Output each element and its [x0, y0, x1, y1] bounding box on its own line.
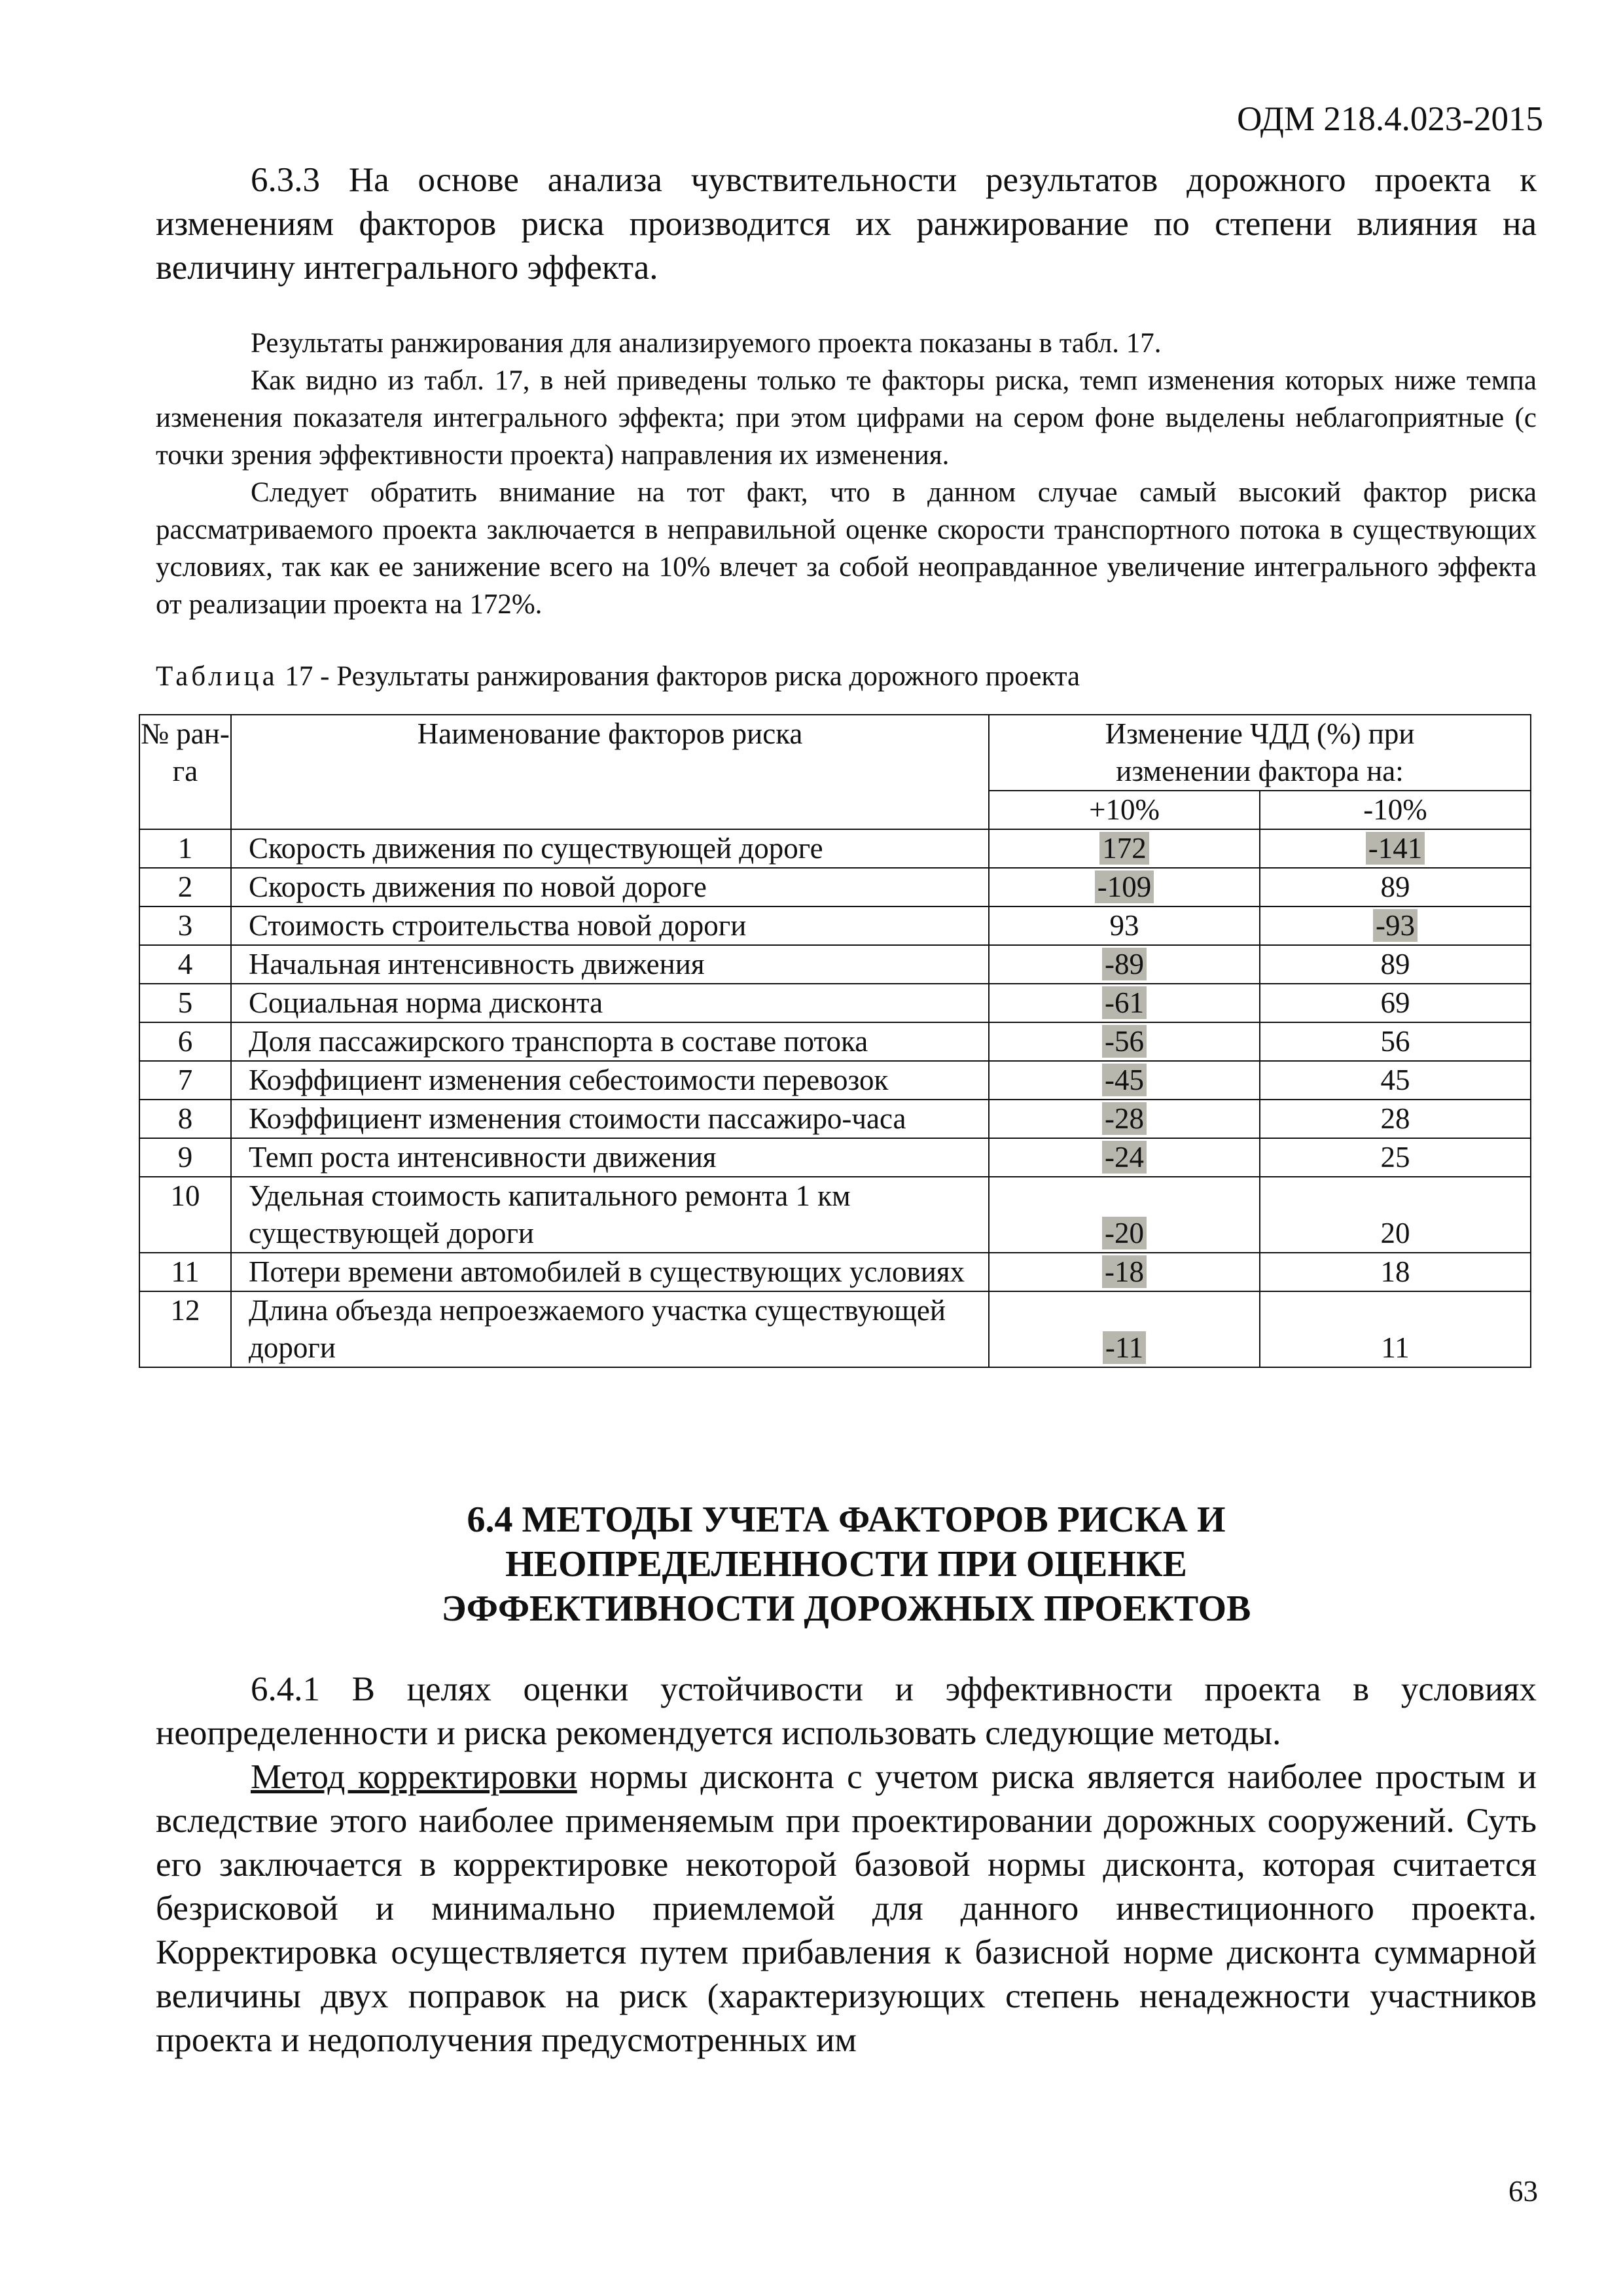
rank-cell: 11	[139, 1253, 231, 1291]
rank-cell: 5	[139, 984, 231, 1022]
paragraph-6-3-3: 6.3.3 На основе анализа чувствительности результатов дорожного проекта к изменениям факторов риска производится их ранжирование по степени влияния на величину интегрального эффекта.	[156, 161, 1537, 287]
table-row	[139, 1177, 1531, 1253]
plus-10-value: -18	[1102, 1255, 1147, 1288]
plus-10-cell	[989, 945, 1260, 984]
method-term: Метод корректировки	[251, 1758, 577, 1796]
factor-name-cell: Коэффициент изменения себестоимости перевозок	[231, 1061, 989, 1100]
plus-10-value: -56	[1102, 1025, 1147, 1058]
header-factor-name: Наименование факторов риска	[231, 715, 989, 829]
rank-cell: 4	[139, 945, 231, 984]
plus-10-value: -20	[1102, 1217, 1147, 1249]
paragraph-table-note: Как видно из табл. 17, в ней приведены только те факторы риска, темп изменения которых ниже темпа изменения показателя интегрального эффекта; при этом цифрами на сером фоне выделены неблагоприятные (с точки зрения эффективности проекта) направления их изменения.	[156, 365, 1537, 471]
factor-name-cell: Темп роста интенсивности движения	[231, 1138, 989, 1177]
plus-10-value: -89	[1102, 948, 1147, 980]
table-caption-word: Таблица	[156, 661, 278, 692]
header-rank: № ран- га	[139, 715, 231, 829]
table-row	[139, 1100, 1531, 1138]
plus-10-value: -45	[1102, 1064, 1147, 1096]
table-row	[139, 868, 1531, 906]
factor-name-cell: Социальная норма дисконта	[231, 984, 989, 1022]
plus-10-cell	[989, 1253, 1260, 1291]
table-row	[139, 1061, 1531, 1100]
table-row	[139, 906, 1531, 945]
plus-10-cell	[989, 1100, 1260, 1138]
section-title-line-2: НЕОПРЕДЕЛЕННОСТИ ПРИ ОЦЕНКЕ	[505, 1544, 1187, 1585]
factor-name-cell: Потери времени автомобилей в существующих условиях	[231, 1253, 989, 1291]
risk-ranking-table	[139, 714, 1531, 1368]
minus-10-cell	[1260, 906, 1531, 945]
section-title-line-3: ЭФФЕКТИВНОСТИ ДОРОЖНЫХ ПРОЕКТОВ	[441, 1588, 1251, 1629]
paragraph-results: Результаты ранжирования для анализируемого проекта показаны в табл. 17.	[251, 328, 1162, 359]
paragraph-method	[156, 1755, 1537, 2062]
plus-10-cell	[989, 1061, 1260, 1100]
minus-10-value: 89	[1380, 870, 1410, 903]
factor-name-cell: Коэффициент изменения стоимости пассажиро-часа	[231, 1100, 989, 1138]
rank-cell: 6	[139, 1022, 231, 1061]
table-row	[139, 1022, 1531, 1061]
method-text: нормы дисконта с учетом риска является наиболее простым и вследствие этого наиболее применяемым при проектировании дорожных сооружений. Суть его заключается в корректировке некоторой базовой нормы дисконта, которая считается безрисковой и минимально приемлемой для данного инвестиционного проекта. Корректировка осуществляется путем прибавления к базисной норме дисконта суммарной величины двух поправок на риск (характеризующих степень ненадежности участников проекта и недополучения предусмотренных им	[156, 1758, 1537, 2059]
rank-cell: 8	[139, 1100, 231, 1138]
paragraph-6-4-1: 6.4.1 В целях оценки устойчивости и эффективности проекта в условиях неопределенности и риска рекомендуется использовать следующие методы.	[156, 1670, 1537, 1752]
rank-cell: 12	[139, 1291, 231, 1367]
minus-10-value: 28	[1380, 1102, 1410, 1135]
table-caption-text: 17 - Результаты ранжирования факторов риска дорожного проекта	[277, 661, 1080, 692]
risk-table-body	[139, 829, 1531, 1367]
plus-10-cell	[989, 906, 1260, 945]
table-row	[139, 1291, 1531, 1367]
plus-10-cell	[989, 868, 1260, 906]
header-npv-change: Изменение ЧДД (%) при изменении фактора на:	[989, 715, 1531, 791]
minus-10-cell	[1260, 1022, 1531, 1061]
minus-10-value: -93	[1373, 909, 1418, 942]
plus-10-cell	[989, 1291, 1260, 1367]
minus-10-value: -141	[1366, 832, 1425, 865]
minus-10-cell	[1260, 1253, 1531, 1291]
plus-10-cell	[989, 984, 1260, 1022]
plus-10-cell	[989, 1022, 1260, 1061]
rank-cell: 1	[139, 829, 231, 868]
header-minus-10: -10%	[1260, 791, 1531, 829]
minus-10-value: 69	[1380, 986, 1410, 1019]
factor-name-cell: Скорость движения по новой дороге	[231, 868, 989, 906]
minus-10-value: 20	[1380, 1217, 1410, 1249]
minus-10-value: 45	[1380, 1064, 1410, 1096]
section-title	[156, 1498, 1537, 1631]
plus-10-value: 172	[1099, 832, 1149, 865]
minus-10-cell	[1260, 1177, 1531, 1253]
minus-10-cell	[1260, 829, 1531, 868]
minus-10-cell	[1260, 1061, 1531, 1100]
plus-10-value: -24	[1102, 1141, 1147, 1174]
minus-10-cell	[1260, 868, 1531, 906]
plus-10-value: 93	[1109, 909, 1139, 942]
table-row	[139, 1253, 1531, 1291]
minus-10-value: 56	[1380, 1025, 1410, 1058]
plus-10-cell	[989, 1177, 1260, 1253]
document-code: ОДМ 218.4.023-2015	[1237, 100, 1543, 138]
minus-10-cell	[1260, 984, 1531, 1022]
section-title-line-1: 6.4 МЕТОДЫ УЧЕТА ФАКТОРОВ РИСКА И	[467, 1499, 1226, 1540]
minus-10-cell	[1260, 1138, 1531, 1177]
minus-10-cell	[1260, 1291, 1531, 1367]
rank-cell: 9	[139, 1138, 231, 1177]
rank-cell: 2	[139, 868, 231, 906]
plus-10-value: -61	[1102, 986, 1147, 1019]
plus-10-cell	[989, 1138, 1260, 1177]
table-row	[139, 829, 1531, 868]
factor-name-cell: Удельная стоимость капитального ремонта 1 км существующей дороги	[231, 1177, 989, 1253]
plus-10-value: -28	[1102, 1102, 1147, 1135]
factor-name-cell: Длина объезда непроезжаемого участка существующей дороги	[231, 1291, 989, 1367]
table-row	[139, 945, 1531, 984]
table-row	[139, 984, 1531, 1022]
factor-name-cell: Начальная интенсивность движения	[231, 945, 989, 984]
minus-10-cell	[1260, 945, 1531, 984]
minus-10-value: 18	[1380, 1255, 1410, 1288]
page-number: 63	[1508, 2175, 1538, 2208]
minus-10-value: 89	[1380, 948, 1410, 980]
factor-name-cell: Доля пассажирского транспорта в составе потока	[231, 1022, 989, 1061]
minus-10-value: 25	[1380, 1141, 1410, 1174]
rank-cell: 3	[139, 906, 231, 945]
factor-name-cell: Скорость движения по существующей дороге	[231, 829, 989, 868]
header-plus-10: +10%	[989, 791, 1260, 829]
plus-10-value: -11	[1103, 1331, 1146, 1364]
rank-cell: 10	[139, 1177, 231, 1253]
minus-10-cell	[1260, 1100, 1531, 1138]
paragraph-attention: Следует обратить внимание на тот факт, что в данном случае самый высокий фактор риска рассматриваемого проекта заключается в неправильной оценке скорости транспортного потока в существующих условиях, так как ее занижение всего на 10% влечет за собой неоправданное увеличение интегрального эффекта от реализации проекта на 172%.	[156, 477, 1537, 620]
minus-10-value: 11	[1381, 1331, 1410, 1364]
factor-name-cell: Стоимость строительства новой дороги	[231, 906, 989, 945]
plus-10-value: -109	[1095, 870, 1154, 903]
table-row	[139, 1138, 1531, 1177]
plus-10-cell	[989, 829, 1260, 868]
table-caption	[156, 658, 1080, 696]
rank-cell: 7	[139, 1061, 231, 1100]
